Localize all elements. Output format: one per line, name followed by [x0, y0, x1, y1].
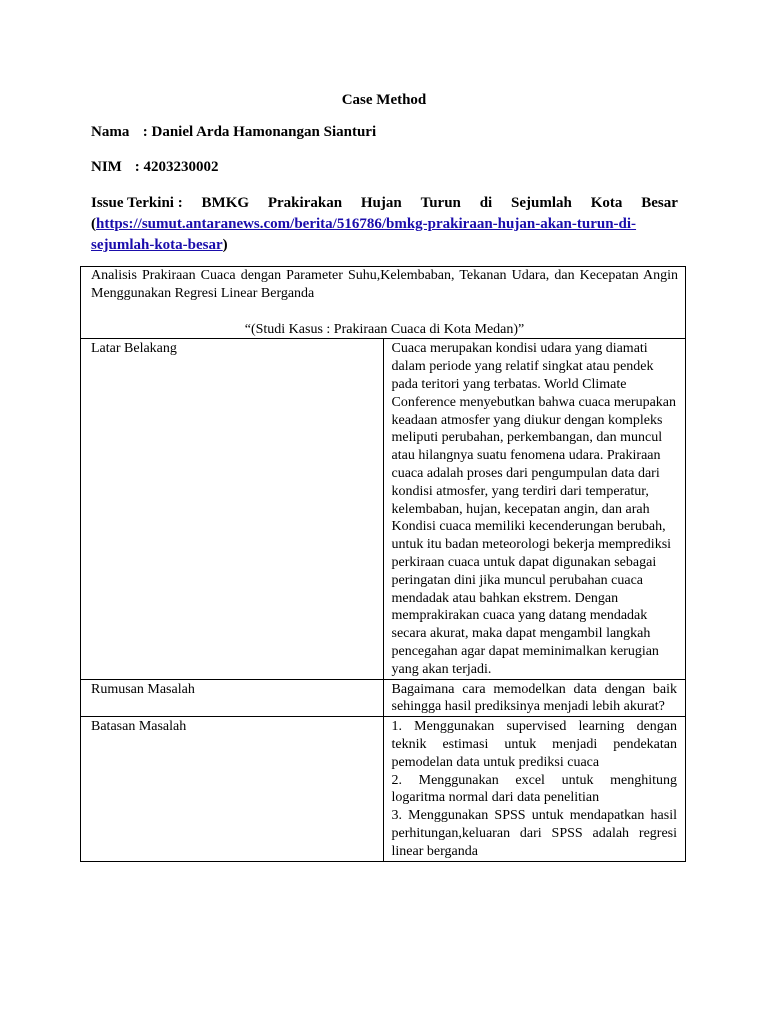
- row-label: Latar Belakang: [81, 339, 384, 679]
- table-header-cell: [81, 267, 686, 339]
- nim-value: : 4203230002: [134, 159, 219, 175]
- nim-label: NIM: [91, 159, 122, 175]
- list-item: 1. Menggunakan supervised learning dengan teknik estimasi untuk menjadi pendekatan pemodelan data untuk prediksi cuaca: [391, 719, 677, 770]
- research-title: Analisis Prakiraan Cuaca dengan Parameter Suhu,Kelembaban, Tekanan Udara, dan Kecepatan Angin Menggunakan Regresi Linear Berganda: [91, 268, 678, 301]
- research-subtitle: “(Studi Kasus : Prakiraan Cuaca di Kota Medan)”: [244, 321, 525, 337]
- row-label: Batasan Masalah: [81, 717, 384, 861]
- document-title: Case Method: [341, 92, 427, 108]
- issue-word: Besar: [641, 195, 678, 211]
- list-item: 3. Menggunakan SPSS untuk mendapatkan hasil perhitungan,keluaran dari SPSS adalah regresi linear berganda: [391, 808, 677, 859]
- issue-word: di: [479, 195, 493, 211]
- nim-line: [91, 159, 219, 176]
- row-content: Bagaimana cara memodelkan data dengan baik sehingga hasil prediksinya menjadi lebih akurat?: [383, 679, 686, 717]
- issue-word: Turun: [420, 195, 461, 211]
- issue-block: [91, 193, 678, 256]
- table-row: [81, 679, 686, 717]
- name-line: [91, 124, 376, 141]
- table-row: [81, 339, 686, 679]
- issue-heading: [91, 193, 678, 214]
- paren-open: (: [91, 216, 96, 232]
- name-value: : Daniel Arda Hamonangan Sianturi: [142, 124, 377, 140]
- row-content: Cuaca merupakan kondisi udara yang diamati dalam periode yang relatif singkat atau pendek pada teritori yang terbatas. World Climate Conference menyebutkan bahwa cuaca merupakan keadaan atmosfer yang diukur dengan kompleks meliputi perubahan, perkembangan, dan muncul atau hilangnya suatu fenomena udara. Prakiraan cuaca adalah proses dari pengumpulan data dari kondisi atmosfer, yang terdiri dari temperatur, kelembaban, hujan, kecepatan angin, dan arah Kondisi cuaca memiliki kecenderungan berubah, untuk itu badan meteorologi bekerja memprediksi perkiraan cuaca untuk dapat digunakan sebagai peringatan dini jika muncul perubahan cuaca mendadak atau bahkan ekstrem. Dengan memprakirakan cuaca yang datang mendadak secara akurat, maka dapat mengambil langkah pencegahan agar dapat meminimalkan kerugian yang akan terjadi.: [383, 339, 686, 679]
- issue-word: Sejumlah: [511, 195, 572, 211]
- issue-word: BMKG: [201, 195, 250, 211]
- row-label: Rumusan Masalah: [81, 679, 384, 717]
- paren-close: ): [222, 237, 228, 253]
- issue-word: Prakirakan: [267, 195, 343, 211]
- issue-word: Hujan: [360, 195, 402, 211]
- issue-word: Kota: [590, 195, 623, 211]
- row-content-list: [383, 717, 686, 861]
- list-item: 2. Menggunakan excel untuk menghitung logaritma normal dari data penelitian: [391, 772, 677, 806]
- issue-link-part1[interactable]: https://sumut.antaranews.com/berita/516786/bmkg-prakiraan-hujan-akan-turun-di-: [96, 216, 637, 232]
- issue-word: Issue Terkini :: [91, 195, 183, 211]
- table-header-row: [81, 267, 686, 339]
- issue-link-line-2: [91, 235, 678, 256]
- issue-link-line: [91, 214, 678, 235]
- proposal-table: [80, 266, 686, 862]
- table-row: [81, 717, 686, 861]
- name-label: Nama: [91, 124, 130, 140]
- issue-link-part2[interactable]: sejumlah-kota-besar: [91, 237, 223, 253]
